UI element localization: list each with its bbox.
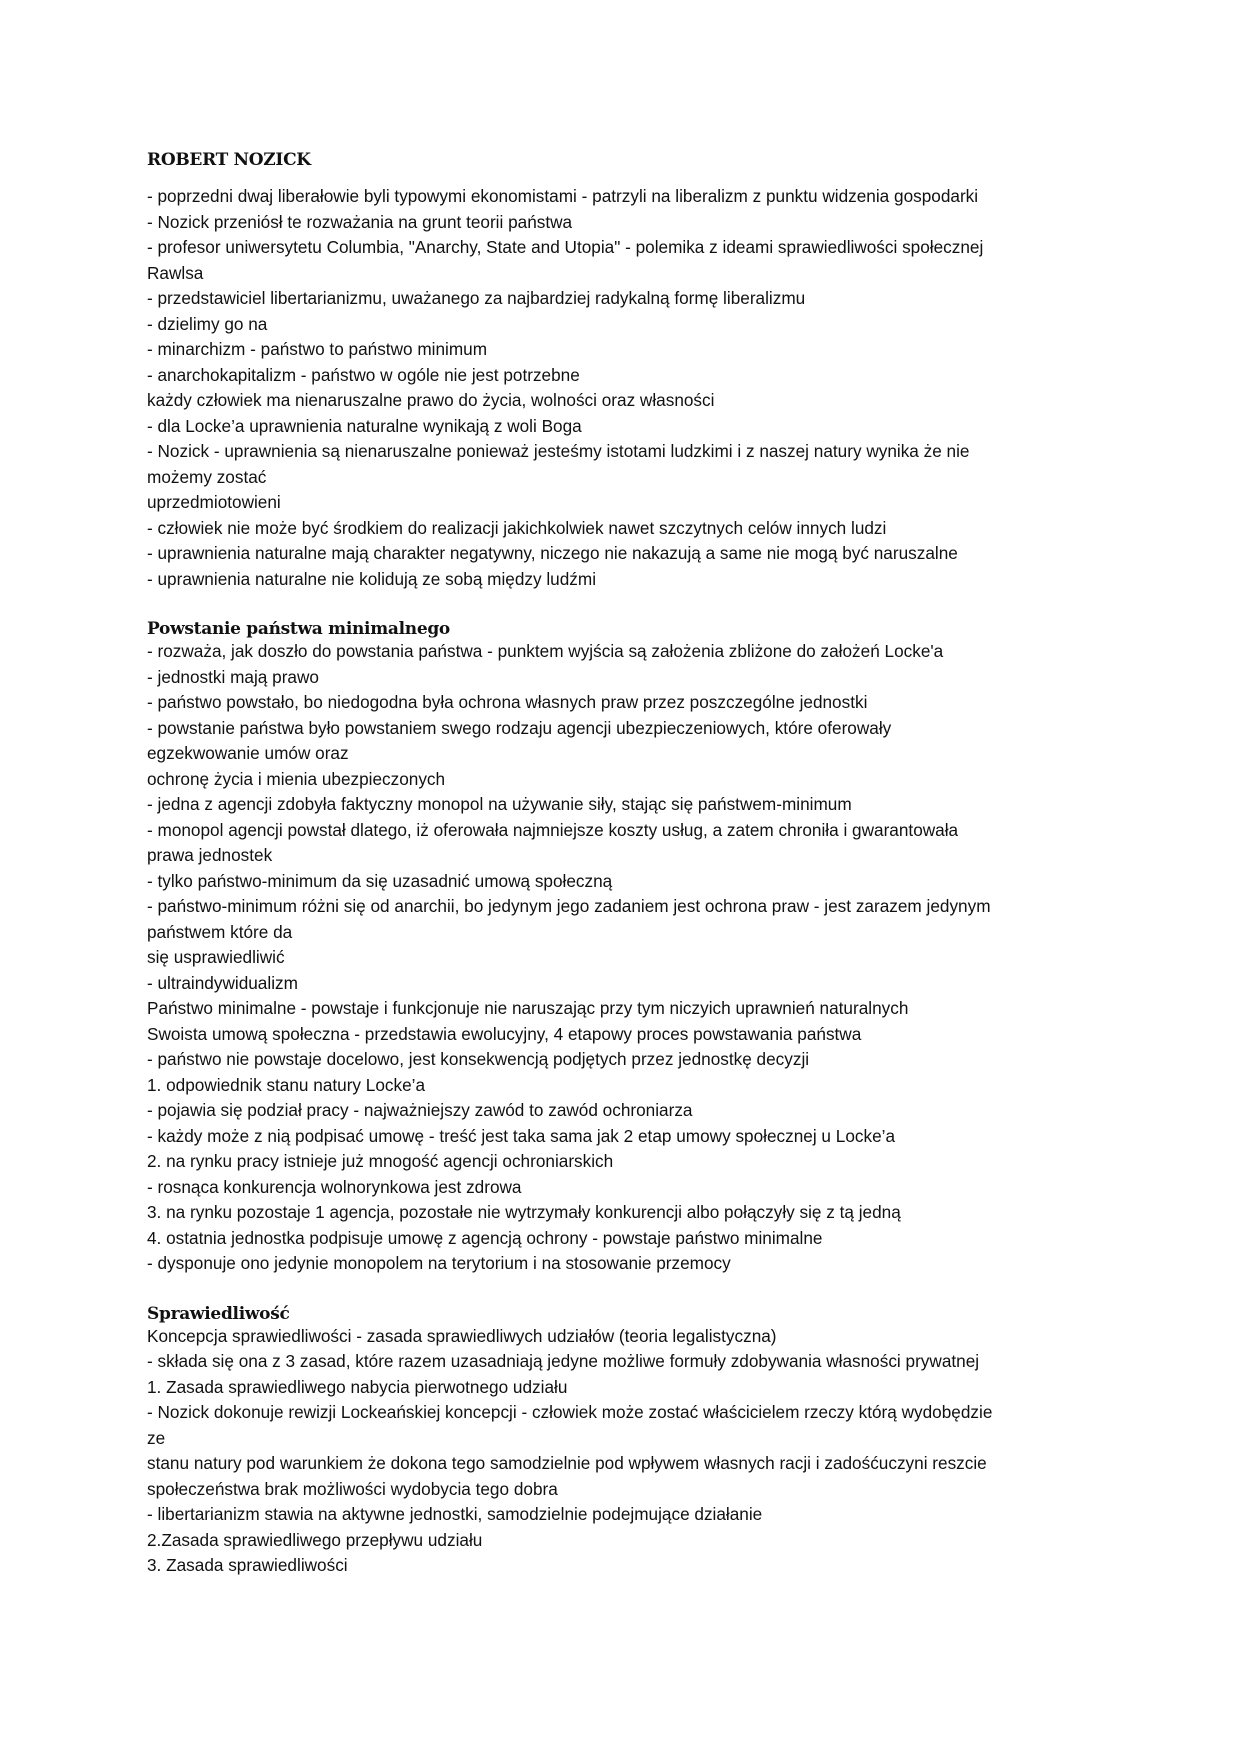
section-title-robert-nozick: ROBERT NOZICK <box>147 150 311 170</box>
text-line: - dzielimy go na <box>147 313 268 334</box>
text-line: - państwo-minimum różni się od anarchii, bo jedynym jego zadaniem jest ochrona praw - jest zarazem jedynym <box>147 896 991 916</box>
text-line: - rosnąca konkurencja wolnorynkowa jest zdrowa <box>147 1176 522 1197</box>
text-line: - jednostki mają prawo <box>147 666 319 687</box>
section-body-sprawiedliwosc <box>147 1324 1147 1579</box>
text-line: - powstanie państwa było powstaniem swego rodzaju agencji ubezpieczeniowych, które oferowały <box>147 717 892 738</box>
section-title-powstanie-panstwa: Powstanie państwa minimalnego <box>147 619 450 639</box>
text-line: - ultraindywidualizm <box>147 972 298 993</box>
text-line: - dysponuje ono jedynie monopolem na terytorium i na stosowanie przemocy <box>147 1253 731 1273</box>
text-line: 1. odpowiednik stanu natury Locke’a <box>147 1074 426 1095</box>
text-line: każdy człowiek ma nienaruszalne prawo do życia, wolności oraz własności <box>147 390 715 410</box>
text-line: ochronę życia i mienia ubezpieczonych <box>147 768 446 789</box>
text-line: uprzedmiotowieni <box>147 492 281 512</box>
text-line: - uprawnienia naturalne mają charakter negatywny, niczego nie nakazują a same nie mogą być naruszalne <box>147 543 958 563</box>
text-line: - państwo powstało, bo niedogodna była ochrona własnych praw przez poszczególne jednostki <box>147 692 868 712</box>
text-line: - Nozick przeniósł te rozważania na grunt teorii państwa <box>147 211 573 232</box>
section-body-robert-nozick <box>147 184 1147 592</box>
text-line: - poprzedni dwaj liberałowie byli typowymi ekonomistami - patrzyli na liberalizm z punktu widzenia gospodarki <box>147 186 979 206</box>
text-line: - uprawnienia naturalne nie kolidują ze sobą między ludźmi <box>147 568 597 589</box>
text-line: Koncepcja sprawiedliwości - zasada sprawiedliwych udziałów (teoria legalistyczna) <box>147 1325 777 1346</box>
text-line: - jedna z agencji zdobyła faktyczny monopol na używanie siły, stając się państwem-minimum <box>147 794 852 814</box>
text-line: możemy zostać <box>147 466 267 487</box>
text-line: - Nozick - uprawnienia są nienaruszalne ponieważ jesteśmy istotami ludzkimi i z naszej natury wynika że nie <box>147 441 970 461</box>
text-line: Rawlsa <box>147 262 204 283</box>
text-line: Państwo minimalne - powstaje i funkcjonuje nie naruszając przy tym niczyich uprawnień naturalnych <box>147 998 909 1018</box>
text-line: - państwo nie powstaje docelowo, jest konsekwencją podjętych przez jednostkę decyzji <box>147 1049 810 1069</box>
text-line: 4. ostatnia jednostka podpisuje umowę z agencją ochrony - powstaje państwo minimalne <box>147 1227 823 1248</box>
text-line: egzekwowanie umów oraz <box>147 743 349 763</box>
text-line: - składa się ona z 3 zasad, które razem uzasadniają jedyne możliwe formuły zdobywania własności prywatnej <box>147 1351 980 1371</box>
text-line: - przedstawiciel libertarianizmu, uważanego za najbardziej radykalną formę liberalizmu <box>147 288 806 308</box>
document-page <box>147 0 1147 1579</box>
text-line: 1. Zasada sprawiedliwego nabycia pierwotnego udziału <box>147 1376 568 1397</box>
text-line: ze <box>147 1427 166 1448</box>
section-title-sprawiedliwosc: Sprawiedliwość <box>147 1303 290 1324</box>
text-line: Swoista umową społeczna - przedstawia ewolucyjny, 4 etapowy proces powstawania państwa <box>147 1023 862 1044</box>
text-line: 3. na rynku pozostaje 1 agencja, pozostałe nie wytrzymały konkurencji albo połączyły się z tą jedną <box>147 1202 901 1222</box>
text-line: - dla Locke’a uprawnienia naturalne wynikają z woli Boga <box>147 415 582 436</box>
text-line: - rozważa, jak doszło do powstania państwa - punktem wyjścia są założenia zbliżone do założeń Locke'a <box>147 641 944 661</box>
text-line: państwem które da <box>147 921 293 942</box>
text-line: - monopol agencji powstał dlatego, iż oferowała najmniejsze koszty usług, a zatem chroniła i gwarantowała <box>147 819 959 840</box>
text-line: 3. Zasada sprawiedliwości <box>147 1555 348 1575</box>
text-line: 2. na rynku pracy istnieje już mnogość agencji ochroniarskich <box>147 1151 614 1171</box>
text-line: się usprawiedliwić <box>147 947 285 967</box>
section-body-powstanie-panstwa <box>147 639 1147 1277</box>
text-line: 2.Zasada sprawiedliwego przepływu udziału <box>147 1529 483 1550</box>
text-line: - pojawia się podział pracy - najważniejszy zawód to zawód ochroniarza <box>147 1100 693 1120</box>
text-line: - minarchizm - państwo to państwo minimum <box>147 339 488 359</box>
text-line: - każdy może z nią podpisać umowę - treść jest taka sama jak 2 etap umowy społecznej u Locke’a <box>147 1125 896 1146</box>
text-line: stanu natury pod warunkiem że dokona tego samodzielnie pod wpływem własnych racji i zadośćuczyni reszcie <box>147 1453 987 1473</box>
text-line: - anarchokapitalizm - państwo w ogóle nie jest potrzebne <box>147 364 580 385</box>
text-line: prawa jednostek <box>147 845 273 865</box>
text-line: społeczeństwa brak możliwości wydobycia tego dobra <box>147 1478 558 1499</box>
text-line: - tylko państwo-minimum da się uzasadnić umową społeczną <box>147 870 613 891</box>
text-line: - profesor uniwersytetu Columbia, "Anarchy, State and Utopia" - polemika z ideami sprawiedliwości społecznej <box>147 237 984 257</box>
text-line: - człowiek nie może być środkiem do realizacji jakichkolwiek nawet szczytnych celów innych ludzi <box>147 517 887 538</box>
text-line: - libertarianizm stawia na aktywne jednostki, samodzielnie podejmujące działanie <box>147 1504 763 1524</box>
text-line: - Nozick dokonuje rewizji Lockeańskiej koncepcji - człowiek może zostać właścicielem rzeczy którą wydobędzie <box>147 1402 993 1422</box>
